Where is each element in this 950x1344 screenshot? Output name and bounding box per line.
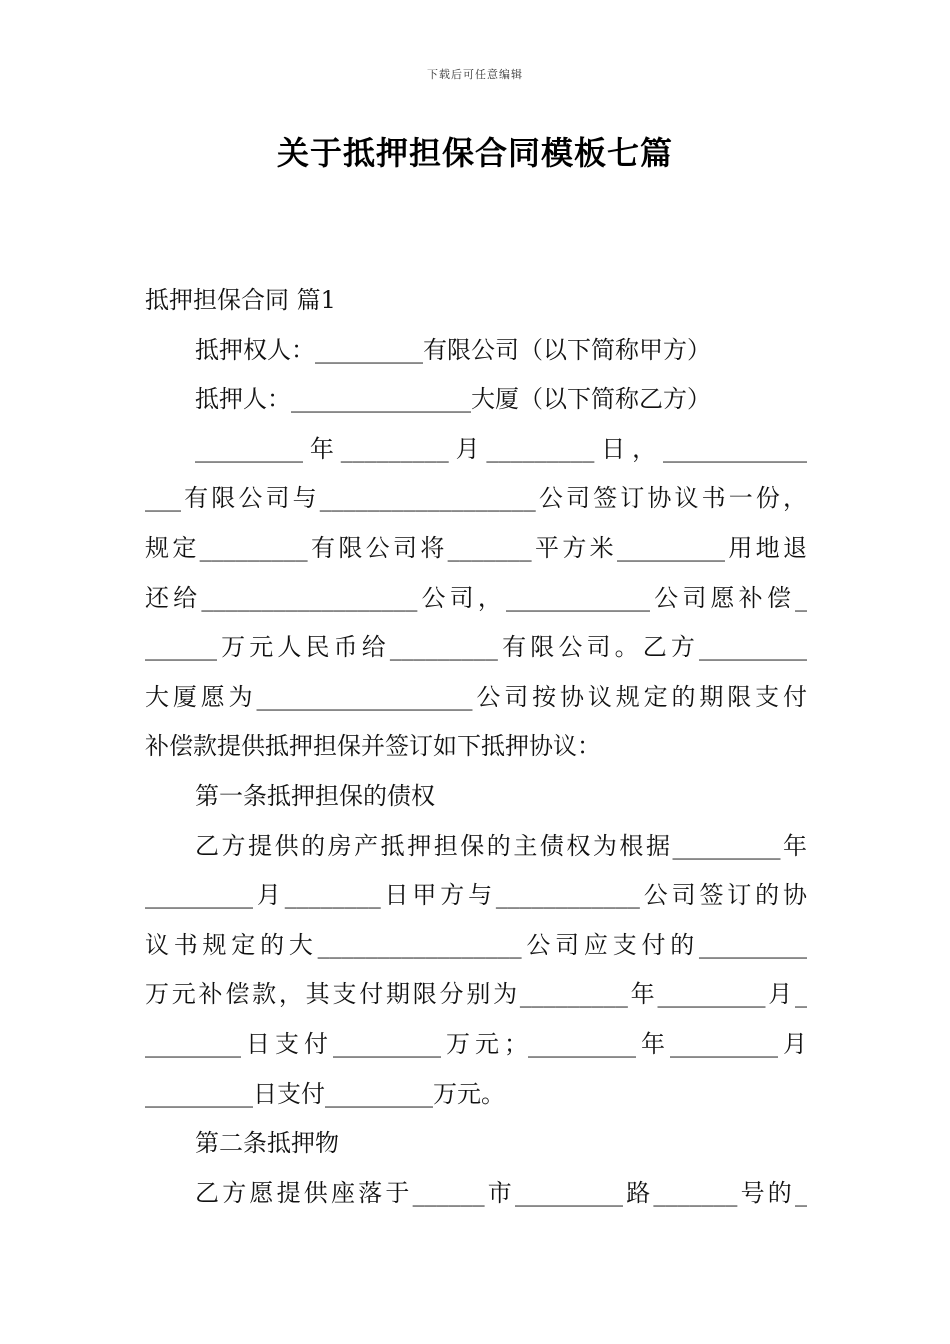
text-line: 议书规定的大_________________公司应支付的_________ — [145, 930, 807, 959]
page-title: 关于抵押担保合同模板七篇 — [276, 134, 673, 172]
text-line: _________年_________月_________日，____________ — [195, 434, 807, 463]
section-heading-1: 抵押担保合同 篇1 — [145, 286, 336, 314]
text-line: 抵押人：_______________大厦（以下简称乙方） — [195, 385, 711, 414]
text-line: _________日支付_________万元。 — [145, 1079, 505, 1108]
text-line: 抵押权人：_________有限公司（以下简称甲方） — [195, 335, 711, 364]
text-line: 规定_________有限公司将_______平方米_________用地退 — [145, 533, 807, 562]
text-line: ___有限公司与__________________公司签订协议书一份， — [145, 484, 807, 513]
header-note: 下载后可任意编辑 — [427, 68, 523, 81]
text-line: 乙方愿提供座落于______市_________路_______号的_ — [195, 1178, 807, 1207]
text-line: 还给__________________公司，____________公司愿补偿_ — [145, 583, 807, 612]
article-heading-1: 第一条抵押担保的债权 — [195, 781, 435, 810]
text-line: ________日支付_________万元；_________年_________月 — [145, 1029, 807, 1058]
text-line: 补偿款提供抵押担保并签订如下抵押协议： — [145, 732, 601, 761]
text-line: 乙方提供的房产抵押担保的主债权为根据_________年 — [195, 831, 807, 860]
text-line: _________月________日甲方与____________公司签订的协 — [145, 881, 807, 910]
text-line: 大厦愿为__________________公司按协议规定的期限支付 — [145, 682, 807, 711]
document-body — [145, 276, 807, 1218]
text-line: ______万元人民币给_________有限公司。乙方_________ — [145, 633, 807, 662]
text-line: 万元补偿款，其支付期限分别为_________年_________月_ — [145, 980, 807, 1009]
article-heading-2: 第二条抵押物 — [195, 1129, 339, 1158]
